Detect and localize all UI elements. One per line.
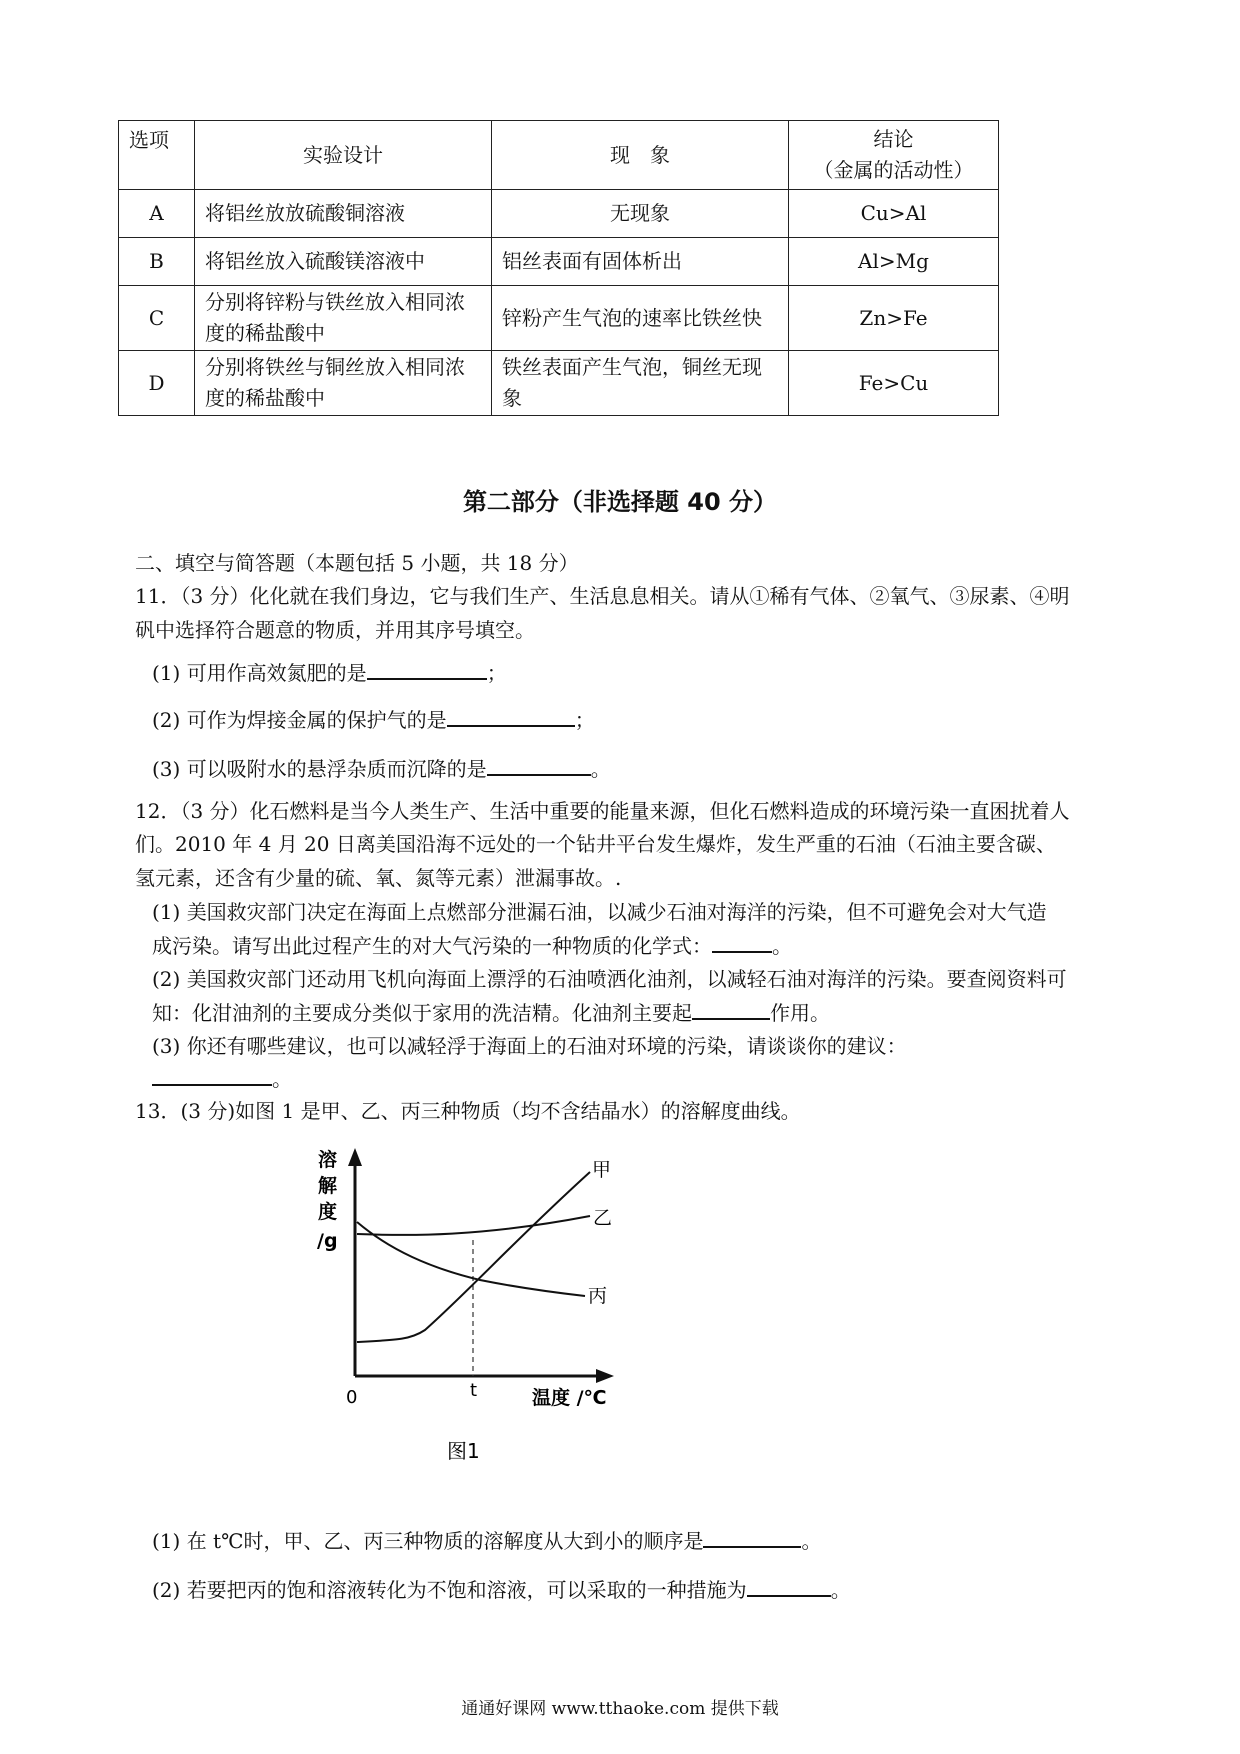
header-conclusion-title: 结论 bbox=[873, 127, 914, 151]
q12-sub2-end: 作用。 bbox=[770, 1001, 830, 1025]
q11-sub1-end: ； bbox=[486, 661, 507, 685]
row-phenomenon: 无现象 bbox=[492, 190, 789, 238]
series-label-bing: 丙 bbox=[588, 1285, 608, 1307]
y-label-char-2: 解 bbox=[318, 1175, 338, 1197]
q12-stem-line1: 12．（3 分）化石燃料是当今人类生产、生活中重要的能量来源，但化石燃料造成的环境污染一直困扰着人 bbox=[135, 799, 1070, 823]
options-table bbox=[118, 120, 999, 416]
q13-sub1-blank[interactable] bbox=[703, 1526, 801, 1548]
table-row bbox=[119, 351, 999, 416]
q11-sub3-end: 。 bbox=[590, 757, 611, 781]
y-label-char-4: /g bbox=[317, 1230, 338, 1252]
row-conclusion: Fe>Cu bbox=[789, 351, 999, 416]
part2-heading: 二、填空与简答题（本题包括 5 小题，共 18 分） bbox=[135, 551, 579, 575]
q11-sub3-blank[interactable] bbox=[487, 754, 591, 776]
solubility-curve-figure bbox=[300, 1140, 630, 1480]
origin-label: 0 bbox=[346, 1387, 358, 1408]
q11-sub3 bbox=[152, 754, 1132, 783]
x-axis-arrow bbox=[596, 1369, 614, 1383]
table-header-row bbox=[119, 121, 999, 190]
q12-sub2-text: 知：化泔油剂的主要成分类似于家用的洗洁精。化油剂主要起 bbox=[152, 1001, 692, 1025]
y-axis-arrow bbox=[348, 1148, 362, 1166]
row-phenomenon: 锌粉产生气泡的速率比铁丝快 bbox=[492, 286, 789, 351]
row-conclusion: Al>Mg bbox=[789, 238, 999, 286]
row-phenomenon: 铁丝表面产生气泡，铜丝无现象 bbox=[492, 351, 789, 416]
row-phenomenon: 铝丝表面有固体析出 bbox=[492, 238, 789, 286]
header-conclusion bbox=[789, 121, 999, 190]
table-row bbox=[119, 238, 999, 286]
series-label-jia: 甲 bbox=[592, 1159, 612, 1181]
q13-sub1-text: (1) 在 t℃时，甲、乙、丙三种物质的溶解度从大到小的顺序是 bbox=[152, 1529, 704, 1553]
q12-sub3-line1: (3) 你还有哪些建议，也可以减轻浮于海面上的石油对环境的污染，请谈谈你的建议： bbox=[152, 1034, 907, 1058]
q12-sub1-text: 成污染。请写出此过程产生的对大气污染的一种物质的化学式： bbox=[152, 934, 712, 958]
q11-stem-line2: 矾中选择符合题意的物质，并用其序号填空。 bbox=[135, 618, 535, 642]
header-option: 选项 bbox=[119, 121, 195, 190]
row-option: D bbox=[119, 351, 195, 416]
q11-sub2-blank[interactable] bbox=[447, 705, 575, 727]
x-axis-label: 温度 /℃ bbox=[532, 1387, 607, 1409]
q12-sub1-blank[interactable] bbox=[712, 931, 772, 953]
y-label-char-1: 溶 bbox=[318, 1149, 338, 1171]
row-option: B bbox=[119, 238, 195, 286]
row-conclusion: Zn>Fe bbox=[789, 286, 999, 351]
q11-sub2-text: (2) 可作为焊接金属的保护气的是 bbox=[152, 708, 447, 732]
curve-yi bbox=[357, 1216, 590, 1235]
q11-stem-line1: 11．（3 分）化化就在我们身边，它与我们生产、生活息息相关。请从①稀有气体、②氧气、③尿素、④明 bbox=[135, 584, 1070, 608]
table-row bbox=[119, 286, 999, 351]
row-design: 将铝丝放放硫酸铜溶液 bbox=[195, 190, 492, 238]
q12-sub1-line2 bbox=[152, 931, 1132, 960]
q11-sub1-blank[interactable] bbox=[367, 658, 487, 680]
page-footer: 通通好课网 www.tthaoke.com 提供下载 bbox=[461, 1699, 779, 1719]
header-design: 实验设计 bbox=[195, 121, 492, 190]
q12-sub3-end: 。 bbox=[272, 1067, 292, 1091]
q13-sub1 bbox=[152, 1526, 1132, 1555]
row-design: 分别将锌粉与铁丝放入相同浓度的稀盐酸中 bbox=[195, 286, 492, 351]
q12-sub2-line1: (2) 美国救灾部门还动用飞机向海面上漂浮的石油喷洒化油剂，以减轻石油对海洋的污染。要查阅资料可 bbox=[152, 967, 1067, 991]
row-option: A bbox=[119, 190, 195, 238]
row-design: 分别将铁丝与铜丝放入相同浓度的稀盐酸中 bbox=[195, 351, 492, 416]
y-label-char-3: 度 bbox=[318, 1201, 338, 1223]
series-label-yi: 乙 bbox=[593, 1207, 613, 1229]
q13-sub1-end: 。 bbox=[801, 1529, 822, 1553]
table-row bbox=[119, 190, 999, 238]
q13-sub2 bbox=[152, 1575, 1132, 1604]
q11-sub3-text: (3) 可以吸附水的悬浮杂质而沉降的是 bbox=[152, 757, 487, 781]
q12-stem-line3: 氢元素，还含有少量的硫、氧、氮等元素）泄漏事故。. bbox=[135, 866, 622, 890]
figure-caption: 图1 bbox=[447, 1439, 480, 1463]
q11-sub1-text: (1) 可用作高效氮肥的是 bbox=[152, 661, 367, 685]
row-design: 将铝丝放入硫酸镁溶液中 bbox=[195, 238, 492, 286]
q12-sub2-line2 bbox=[152, 998, 1132, 1027]
q11-sub2-end: ； bbox=[574, 708, 595, 732]
row-conclusion: Cu>Al bbox=[789, 190, 999, 238]
q13-sub2-end: 。 bbox=[830, 1578, 851, 1602]
q12-stem-line2: 们。2010 年 4 月 20 日离美国沿海不远处的一个钻井平台发生爆炸，发生严重的石油（石油主要含碳、 bbox=[135, 832, 1056, 856]
q12-sub1-end: 。 bbox=[772, 934, 792, 958]
q12-sub1-line1: (1) 美国救灾部门决定在海面上点燃部分泄漏石油，以减少石油对海洋的污染，但不可避免会对大气造 bbox=[152, 900, 1047, 924]
q11-sub1 bbox=[152, 658, 1132, 687]
row-option: C bbox=[119, 286, 195, 351]
q13-sub2-blank[interactable] bbox=[747, 1575, 831, 1597]
q12-sub3-blank[interactable] bbox=[152, 1064, 272, 1086]
q12-sub3-line2 bbox=[152, 1064, 1132, 1093]
q11-sub2 bbox=[152, 705, 1132, 734]
t-tick-label: t bbox=[470, 1380, 478, 1401]
q13-sub2-text: (2) 若要把丙的饱和溶液转化为不饱和溶液，可以采取的一种措施为 bbox=[152, 1578, 747, 1602]
header-phenomenon: 现 象 bbox=[492, 121, 789, 190]
q12-sub2-blank[interactable] bbox=[692, 998, 770, 1020]
q13-stem: 13．(3 分)如图 1 是甲、乙、丙三种物质（均不含结晶水）的溶解度曲线。 bbox=[135, 1099, 801, 1123]
header-conclusion-sub: （金属的活动性） bbox=[813, 158, 974, 182]
section-title: 第二部分（非选择题 40 分） bbox=[462, 488, 778, 516]
